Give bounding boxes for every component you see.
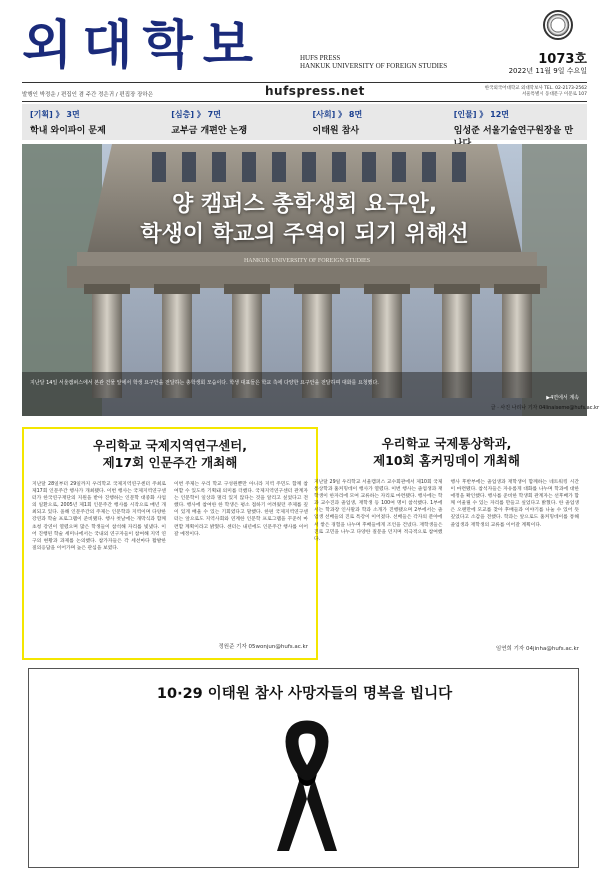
article-right[interactable] xyxy=(306,427,587,660)
article-author: 임연희 기자 04jinha@hufs.ac.kr xyxy=(495,646,579,652)
cover-photo xyxy=(22,144,587,416)
university-seal-icon xyxy=(543,10,573,40)
photo-caption: 지난달 14일 서울캠퍼스에서 본관 건물 앞에서 학생 요구안을 전달하는 총학생회 모습이다. 학생 대표들은 학교 측에 다양한 요구안을 전달하며 대화를 요청했다. xyxy=(30,380,379,386)
index-item[interactable]: [심층] 》 7면 교부금 개편안 논쟁 xyxy=(171,110,248,136)
article-left[interactable] xyxy=(22,427,318,660)
index-bar xyxy=(22,104,587,140)
building-sign: HANKUK UNIVERSITY OF FOREIGN STUDIES xyxy=(243,258,371,264)
index-item[interactable]: [인물] 》 12면 임성준 서울기술연구원장을 만 xyxy=(453,110,574,136)
article-body: 지난달 28일부터 29일까지 우리학교 국제지역연구센터 주최로 제17회 인문주간 행사가 개최됐다. 이번 행사는 국제지역연구센터가 한국연구재단의 지원을 받아 진행하는 인문학 대중화 사업의 일환으로, 2005년 제1회 인문주간 행사를 시작으로 매년 개최되고 있다. 올해 인문주간의 주제는 인문학과 지역이며 다양한 강연과 학술 프로그램이 준비됐다. 행사 첫날에는 개막식과 함께 초청 강연이 열렸으며 많은 학생들이 참석해 자리를 빛냈다. 이어 진행된 학술 세미나에서는 국내외 연구자들이 참여해 지역 연구의 현황과 과제를 논의했다. 참가자들은 각 세션마다 활발한 질의응답을 이어가며 높은 관심을 보였다. 이번 주제는 우리 학교 구성원뿐만 아니라 지역 주민도 함께 참여할 수 있도록 기획돼 의미를 더했다. 국제지역연구센터 관계자는 인문학이 일상과 멀리 있지 않다는 것을 알리고 싶었다고 전했다. 행사에 참여한 한 학생은 평소 접하기 어려웠던 주제를 깊이 있게 배울 수 있는 기회였다고 말했다. 한편 국제지역연구센터는 앞으로도 지역사회와 연계한 인문학 프로그램을 꾸준히 마련할 계획이라고 밝혔다. 센터는 내년에도 인문주간 행사를 이어갈 예정이다. xyxy=(32,482,308,551)
contact-info: 한국외국어대학교 외대학보사 TEL. 02-2173-2562 서울특별시 동대문구 이문로 107 xyxy=(484,86,587,97)
black-ribbon-icon xyxy=(267,719,347,859)
article-body: 지난달 29일 우리학교 서울캠퍼스 교수회관에서 제10회 국제통상학과 홈커밍데이 행사가 열렸다. 이번 행사는 졸업생과 재학생이 한자리에 모여 교류하는 자리로 마련됐다. 행사에는 학과 교수진과 졸업생, 재학생 등 100여 명이 참석했다. 1부에서는 학과장 인사말과 학과 소개가 진행됐으며 2부에서는 졸업생 선배들의 진로 특강이 이어졌다. 선배들은 각자의 분야에서 쌓은 경험을 나누며 후배들에게 조언을 건넸다. 재학생들은 진로 고민을 나누고 다양한 질문을 던지며 적극적으로 참여했다. 행사 후반부에는 졸업생과 재학생이 함께하는 네트워킹 시간이 마련됐다. 참석자들은 자유롭게 대화를 나누며 학과에 대한 애정을 확인했다. 행사를 준비한 학생회 관계자는 선후배가 함께 어울릴 수 있는 자리를 만들고 싶었다고 밝혔다. 한 졸업생은 오랜만에 모교를 찾아 후배들과 이야기를 나눌 수 있어 뜻깊었다고 소감을 전했다. 학과는 앞으로도 홈커밍데이를 통해 졸업생과 재학생의 교류를 이어갈 계획이다. xyxy=(314,480,579,542)
index-item[interactable]: [기획] 》 3면 학내 와이파이 문제 xyxy=(30,110,106,136)
issue-date: 2022년 11월 9일 수요일 xyxy=(508,67,587,75)
site-url[interactable]: hufspress.net xyxy=(265,84,365,98)
issue-number: 1073호 xyxy=(538,52,587,67)
building-image xyxy=(22,144,587,416)
divider xyxy=(22,101,587,102)
memorial-box xyxy=(28,668,579,868)
editor-credits: 발행인 박정운 / 편집인 겸 주간 정은귀 / 편집장 장하은 xyxy=(22,92,154,98)
press-name: HUFS PRESS HANKUK UNIVERSITY OF FOREIGN STUDIES xyxy=(300,54,448,70)
article-title: 우리학교 국제지역연구센터, 제17회 인문주간 개최해 xyxy=(92,438,247,470)
masthead xyxy=(0,0,607,80)
divider xyxy=(22,82,587,83)
article-title: 우리학교 국제통상학과, 제10회 홈커밍데이 개최해 xyxy=(373,436,520,468)
index-item[interactable]: [사회] 》 8면 이태원 참사 xyxy=(312,110,363,136)
photo-credit: 글 · 사진 나리나 기자 04linaiseme@hufs.ac.kr xyxy=(490,405,599,411)
cover-headline: 양 캠퍼스 총학생회 요구안, 학생이 학교의 주역이 되기 위해선 xyxy=(140,192,469,247)
newspaper-logo: 외대학보 xyxy=(22,16,263,76)
memorial-title: 10·29 이태원 참사 사망자들의 명복을 빕니다 xyxy=(156,686,453,702)
article-author: 정원준 기자 05wonjun@hufs.ac.kr xyxy=(218,644,308,650)
continued-note[interactable]: ▶4면에서 계속 xyxy=(546,395,579,401)
